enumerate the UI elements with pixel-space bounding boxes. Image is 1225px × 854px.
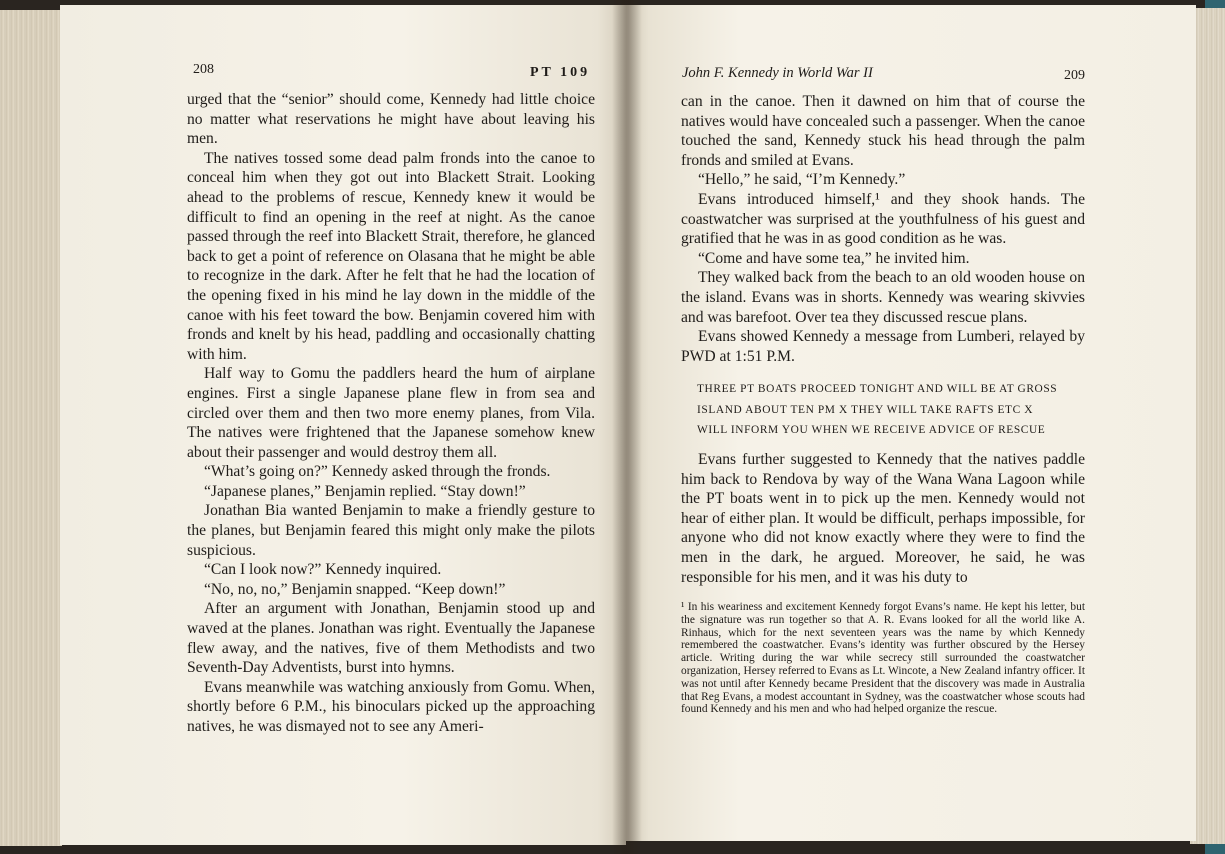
left-running-head: PT 109: [530, 65, 591, 80]
paragraph: After an argument with Jonathan, Benjamin stood up and waved at the planes. Jonathan was right. Eventually the Japanese flew away, and the natives, five of them Methodists and two Seventh-Day Adventists, burst into hymns.: [187, 600, 595, 677]
right-page-body-continued: [681, 450, 1085, 587]
paragraph: Evans further suggested to Kennedy that the natives paddle him back to Rendova by way of the Wana Wana Lagoon while the PT boats went in to pick up the men. Kennedy would not hear of either plan. It would be difficult, perhaps impossible, for anyone who did not know exactly where they were to find the men in the dark, he argued. Moreover, he said, he was responsible for his men, and it was his duty to: [681, 451, 1085, 586]
paragraph: Evans meanwhile was watching anxiously from Gomu. When, shortly before 6 P.M., his binoculars picked up the approaching natives, he was dismayed not to see any Ameri-: [187, 678, 595, 735]
paragraph: Jonathan Bia wanted Benjamin to make a friendly gesture to the planes, but Benjamin feared this might only make the pilots suspicious.: [187, 502, 595, 559]
left-page-number: 208: [193, 62, 214, 77]
paragraph: The natives tossed some dead palm fronds into the canoe to conceal him when they got out into Blackett Strait. Looking ahead to the problems of rescue, Kennedy knew it would be difficult to find an opening in the reef at night. As the canoe passed through the reef into Blackett Strait, therefore, he glanced back to get a point of reference on Olasana that he might be able to recognize in the dark. After he felt that he had the location of the opening fixed in his mind he lay down in the middle of the canoe with his feet toward the bow. Benjamin covered him with fronds and knelt by his head, paddling and occasionally chatting with him.: [187, 149, 595, 363]
paragraph: “Japanese planes,” Benjamin replied. “Stay down!”: [204, 482, 526, 500]
right-page-number: 209: [1064, 68, 1085, 83]
right-page-body: [681, 92, 1085, 366]
paragraph: Evans introduced himself,¹ and they shook hands. The coastwatcher was surprised at the youthfulness of his guest and gratified that he was in as good condition as he was.: [681, 190, 1085, 248]
paragraph: “Can I look now?” Kennedy inquired.: [204, 561, 442, 579]
paragraph: “No, no, no,” Benjamin snapped. “Keep down!”: [204, 580, 506, 598]
left-page-body: [187, 90, 595, 737]
paragraph: “Hello,” he said, “I’m Kennedy.”: [698, 171, 906, 189]
book-gutter: [612, 0, 642, 854]
telegram-message: [697, 379, 1087, 441]
telegram-line: WILL INFORM YOU WHEN WE RECEIVE ADVICE OF RESCUE: [697, 424, 1046, 436]
paragraph: They walked back from the beach to an old wooden house on the island. Evans was in shorts. Kennedy was wearing skivvies and was barefoot. Over tea they discussed rescue plans.: [681, 269, 1085, 326]
telegram-line: ISLAND ABOUT TEN PM X THEY WILL TAKE RAFTS ETC X: [697, 403, 1034, 416]
left-page-edges: [0, 10, 62, 846]
paragraph: “What’s going on?” Kennedy asked through the fronds.: [204, 463, 551, 481]
right-running-head: John F. Kennedy in World War II: [682, 65, 873, 81]
footnote: ¹ In his weariness and excitement Kennedy forgot Evans’s name. He kept his letter, but the signature was run together so that A. R. Evans looked for all the world like A. Rinhaus, which for the next seventeen years was the name by which Kennedy remembered the coastwatcher. Evans’s identity was further obscured by the Hersey article. Writing during the war while secrecy still surrounded the coastwatcher organization, Hersey referred to Evans as Lt. Wincote, a New Zealand infantry officer. It was not until after Kennedy became President that the discovery was made in Australia that Reg Evans, a modest accountant in Sydney, was the coastwatcher whose scouts had found Kennedy and his men and who had helped organize the rescue.: [681, 601, 1085, 716]
paragraph: Evans showed Kennedy a message from Lumberi, relayed by PWD at 1:51 P.M.: [681, 328, 1085, 365]
paragraph: Half way to Gomu the paddlers heard the hum of airplane engines. First a single Japanese plane flew in from sea and circled over them and then two more enemy planes, from Vila. The natives were frightened that the Japanese somehow knew about their passenger and would destroy them all.: [187, 365, 595, 461]
paragraph: can in the canoe. Then it dawned on him that of course the natives would have concealed such a passenger. When the canoe touched the sand, Kennedy stuck his head through the palm fronds and smiled at Evans.: [681, 93, 1085, 169]
left-page: [60, 5, 626, 845]
telegram-line: THREE PT BOATS PROCEED TONIGHT AND WILL BE AT GROSS: [697, 383, 1058, 395]
paragraph: urged that the “senior” should come, Kennedy had little choice no matter what reservations he might have about leaving his men.: [187, 91, 595, 148]
paragraph: “Come and have some tea,” he invited him.: [698, 249, 970, 267]
right-page: [626, 5, 1196, 841]
